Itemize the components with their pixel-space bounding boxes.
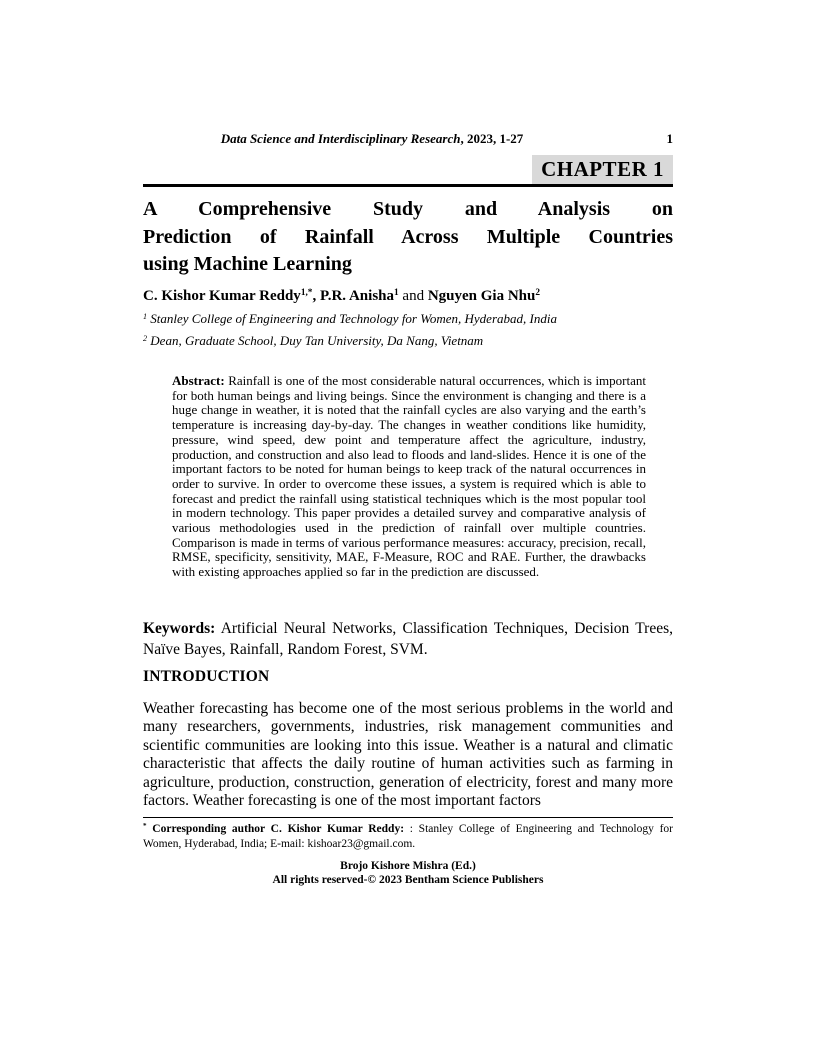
keywords-text: Artificial Neural Networks, Classification Techniques, Decision Trees, Naïve Bayes, Rainfall, Random Forest, SVM. (143, 620, 673, 658)
author-separator: , (312, 288, 320, 304)
title-line-1: A Comprehensive Study and Analysis on (143, 198, 673, 220)
author-1: C. Kishor Kumar Reddy (143, 288, 301, 304)
affiliation-1 (143, 311, 673, 327)
author-conjunction: and (398, 288, 428, 304)
rights-line: All rights reserved-© 2023 Bentham Science Publishers (272, 874, 544, 886)
chapter-label: CHAPTER 1 (532, 155, 673, 187)
author-2: P.R. Anisha (319, 288, 394, 304)
affiliation-2-superscript: 2 (143, 333, 148, 343)
chapter-banner (143, 155, 673, 189)
corresponding-author-footnote (143, 817, 673, 852)
affiliation-1-text: Stanley College of Engineering and Technology for Women, Hyderabad, India (147, 311, 557, 326)
page-number: 1 (666, 131, 673, 146)
footnote-asterisk: * (143, 822, 147, 831)
journal-issue-info: , 2023, 1-27 (460, 131, 524, 146)
article-title (143, 196, 673, 279)
imprint-block (143, 859, 673, 887)
section-heading-introduction: INTRODUCTION (143, 668, 270, 685)
affiliation-2 (143, 333, 673, 349)
running-head (143, 131, 673, 147)
author-3: Nguyen Gia Nhu (427, 288, 536, 304)
keywords-label: Keywords: (143, 620, 216, 637)
header-rule (143, 184, 673, 187)
journal-name: Data Science and Interdisciplinary Research (220, 131, 461, 146)
introduction-paragraph: Weather forecasting has become one of the most serious problems in the world and many researchers, governments, industries, risk management communities and scientific communities are looking into this issue. Weather is a natural and climatic characteristic that affects the daily routine of human activities such as farming in agriculture, production, construction, generation of electricity, forest and many more factors. Weather forecasting is one of the most important factors (143, 700, 673, 810)
abstract-text: Rainfall is one of the most considerable natural occurrences, which is important for both human beings and living beings. Since the environment is changing and there is a huge change in weather, it is noted that the rainfall cycles are also varying and the earth’s temperature is increasing day-by-day. The changes in weather conditions like humidity, pressure, wind speed, dew point and temperature affect the agriculture, industry, production, and construction and also lead to floods and land-slides. Hence it is one of the important factors to be noted for human beings to keep track of the natural occurrences in order to survive. In order to overcome these issues, a system is required which is able to forecast and predict the rainfall using statistical techniques which is the most popular tool in modern technology. This paper provides a detailed survey and comparative analysis of various methodologies used in the prediction of rainfall over multiple countries. Comparison is made in terms of various performance measures: accuracy, precision, recall, RMSE, specificity, sensitivity, MAE, F-Measure, ROC and RAE. Further, the drawbacks with existing approaches applied so far in the prediction are discussed. (172, 373, 646, 580)
abstract-block (172, 374, 646, 580)
abstract-label: Abstract: (172, 373, 225, 388)
footnote-text: : Stanley College of Engineering and Technology for Women, Hyderabad, India; E-mail: kishoar23@gmail.com. (143, 823, 673, 850)
title-line-2: Prediction of Rainfall Across Multiple Countries (143, 225, 673, 248)
author-3-superscript: 2 (535, 288, 541, 299)
running-head-title (143, 131, 673, 147)
keywords-block (143, 619, 673, 660)
author-1-superscript: 1,* (300, 288, 313, 299)
affiliation-1-superscript: 1 (143, 311, 148, 321)
affiliation-2-text: Dean, Graduate School, Duy Tan University, Da Nang, Vietnam (147, 333, 484, 348)
author-2-superscript: 1 (394, 288, 399, 299)
title-line-3: using Machine Learning (143, 253, 352, 275)
editor-line: Brojo Kishore Mishra (Ed.) (340, 860, 476, 872)
author-line (143, 288, 673, 305)
footnote-bold-text: Corresponding author C. Kishor Kumar Reddy: (146, 823, 410, 835)
